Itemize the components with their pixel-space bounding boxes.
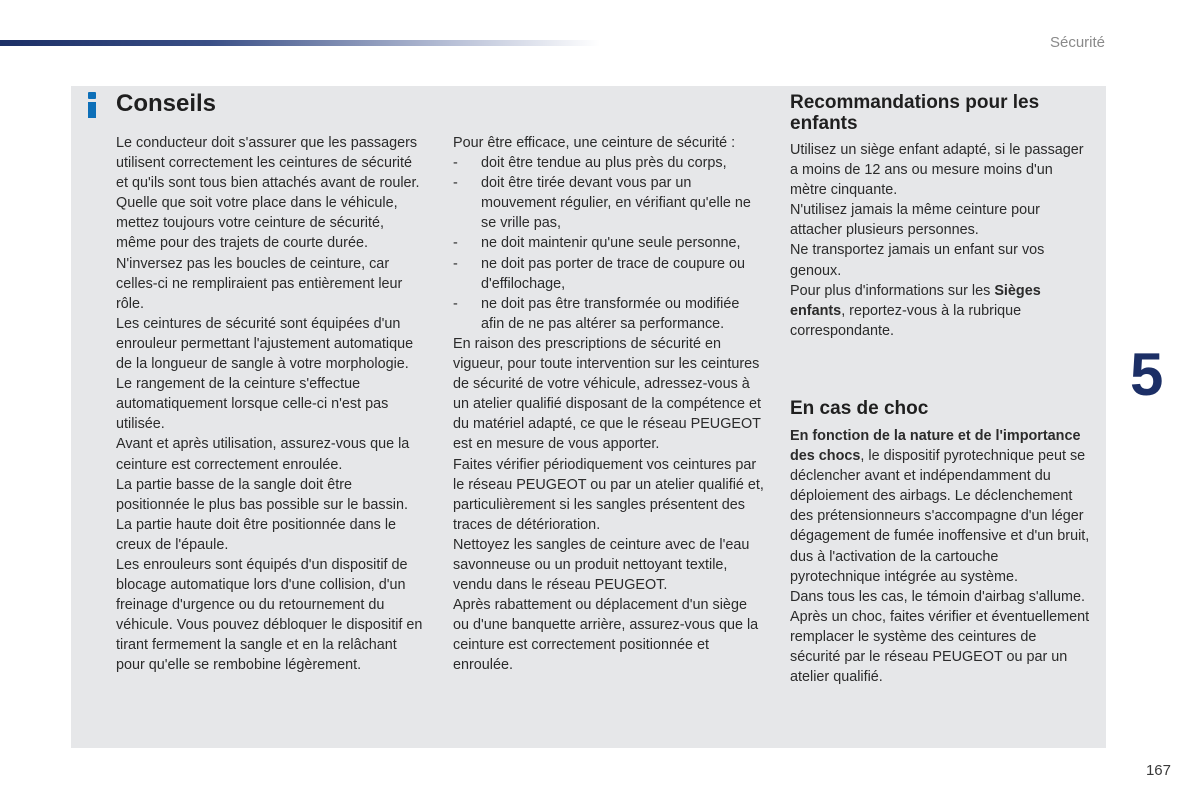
list-intro: Pour être efficace, une ceinture de sécurité : — [453, 135, 736, 151]
conseils-title: Conseils — [116, 90, 217, 117]
paragraph: En fonction de la nature et de l'importance des chocs, le dispositif pyrotechnique peut se déclencher avant et indépendamment du déploiement des airbags. Le déclenchement des prétensionneurs s'accompagne d'un léger dégagement de fumée inoffensive et d'un bruit, dus à l'activation de la cartouche pyrotechnique intégrée au système. — [790, 428, 1090, 585]
conseils-column-1 — [116, 133, 426, 676]
paragraph: Le conducteur doit s'assurer que les passagers utilisent correctement les ceintures de sécurité et qu'ils sont tous bien attachés avant de rouler. — [116, 135, 420, 192]
paragraph: Les ceintures de sécurité sont équipées d'un enrouleur permettant l'ajustement automatique de la longueur de sangle à votre morphologie. Le rangement de la ceinture s'effectue automatiquement lorsque celle-ci n'est pas utilisée. — [116, 315, 414, 433]
paragraph: Ne transportez jamais un enfant sur vos genoux. — [790, 242, 1045, 279]
page-number: 167 — [1145, 762, 1171, 779]
enfants-heading: Recommandations pour les enfants — [790, 92, 1040, 134]
paragraph: Après rabattement ou déplacement d'un siège ou d'une banquette arrière, assurez-vous que la ceinture est correctement positionnée et enroulée. — [453, 597, 759, 674]
paragraph: Dans tous les cas, le témoin d'airbag s'allume. — [790, 588, 1086, 605]
paragraph: La partie haute doit être positionnée dans le creux de l'épaule. — [116, 516, 397, 553]
choc-text — [790, 426, 1090, 687]
enfants-text — [790, 140, 1090, 341]
paragraph: Nettoyez les sangles de ceinture avec de l'eau savonneuse ou un produit nettoyant textile, vendu dans le réseau PEUGEOT. — [453, 536, 750, 594]
paragraph: Avant et après utilisation, assurez-vous que la ceinture est correctement enroulée. — [116, 436, 410, 473]
list-item: - ne doit pas porter de trace de coupure ou d'effilochage, — [453, 255, 746, 292]
info-icon — [85, 92, 99, 118]
paragraph: La partie basse de la sangle doit être positionnée le plus bas possible sur le bassin. — [116, 476, 408, 513]
paragraph: N'inversez pas les boucles de ceinture, car celles-ci ne rempliraient pas entièrement leur rôle. — [116, 255, 403, 312]
section-title: Sécurité — [1049, 34, 1105, 51]
paragraph: Quelle que soit votre place dans le véhicule, mettez toujours votre ceinture de sécurité, même pour des trajets de courte durée. — [116, 195, 398, 252]
paragraph: Les enrouleurs sont équipés d'un dispositif de blocage automatique lors d'une collision, d'un freinage d'urgence ou du retournement du véhicule. Vous pouvez débloquer le dispositif en tirant fermement la sangle et en la relâchant pour qu'elle se rembobine légèrement. — [116, 556, 423, 674]
list-item: - ne doit maintenir qu'une seule personne, — [453, 235, 741, 252]
conseils-column-2 — [453, 133, 765, 676]
cross-reference: Sièges enfants — [790, 282, 1041, 319]
paragraph: Utilisez un siège enfant adapté, si le passager a moins de 12 ans ou mesure moins d'un mètre cinquante. — [790, 142, 1084, 199]
chapter-number: 5 — [1130, 341, 1164, 408]
paragraph: Pour plus d'informations sur les Sièges enfants, reportez-vous à la rubrique correspondante. — [790, 282, 1041, 339]
paragraph: Faites vérifier périodiquement vos ceintures par le réseau PEUGEOT ou par un atelier qualifié et, particulièrement si les sangles présentent des traces de détérioration. — [453, 456, 764, 533]
list-item: - ne doit pas être transformée ou modifiée afin de ne pas altérer sa performance. — [453, 295, 740, 332]
list-item: - doit être tendue au plus près du corps, — [453, 155, 727, 172]
paragraph: N'utilisez jamais la même ceinture pour attacher plusieurs personnes. — [790, 202, 1040, 239]
choc-heading: En cas de choc — [790, 398, 929, 419]
header-decoration-bar — [0, 40, 600, 46]
paragraph: Après un choc, faites vérifier et éventuellement remplacer le système des ceintures de sécurité par le réseau PEUGEOT ou par un atelier qualifié. — [790, 608, 1090, 686]
list-item: - doit être tirée devant vous par un mouvement régulier, en vérifiant qu'elle ne se vrille pas, — [453, 175, 751, 232]
paragraph: En raison des prescriptions de sécurité en vigueur, pour toute intervention sur les ceintures de sécurité de votre véhicule, adressez-vous à un atelier qualifié disposant de la compétence et du matériel adapté, ce que le réseau PEUGEOT est en mesure de vous apporter. — [453, 335, 762, 453]
